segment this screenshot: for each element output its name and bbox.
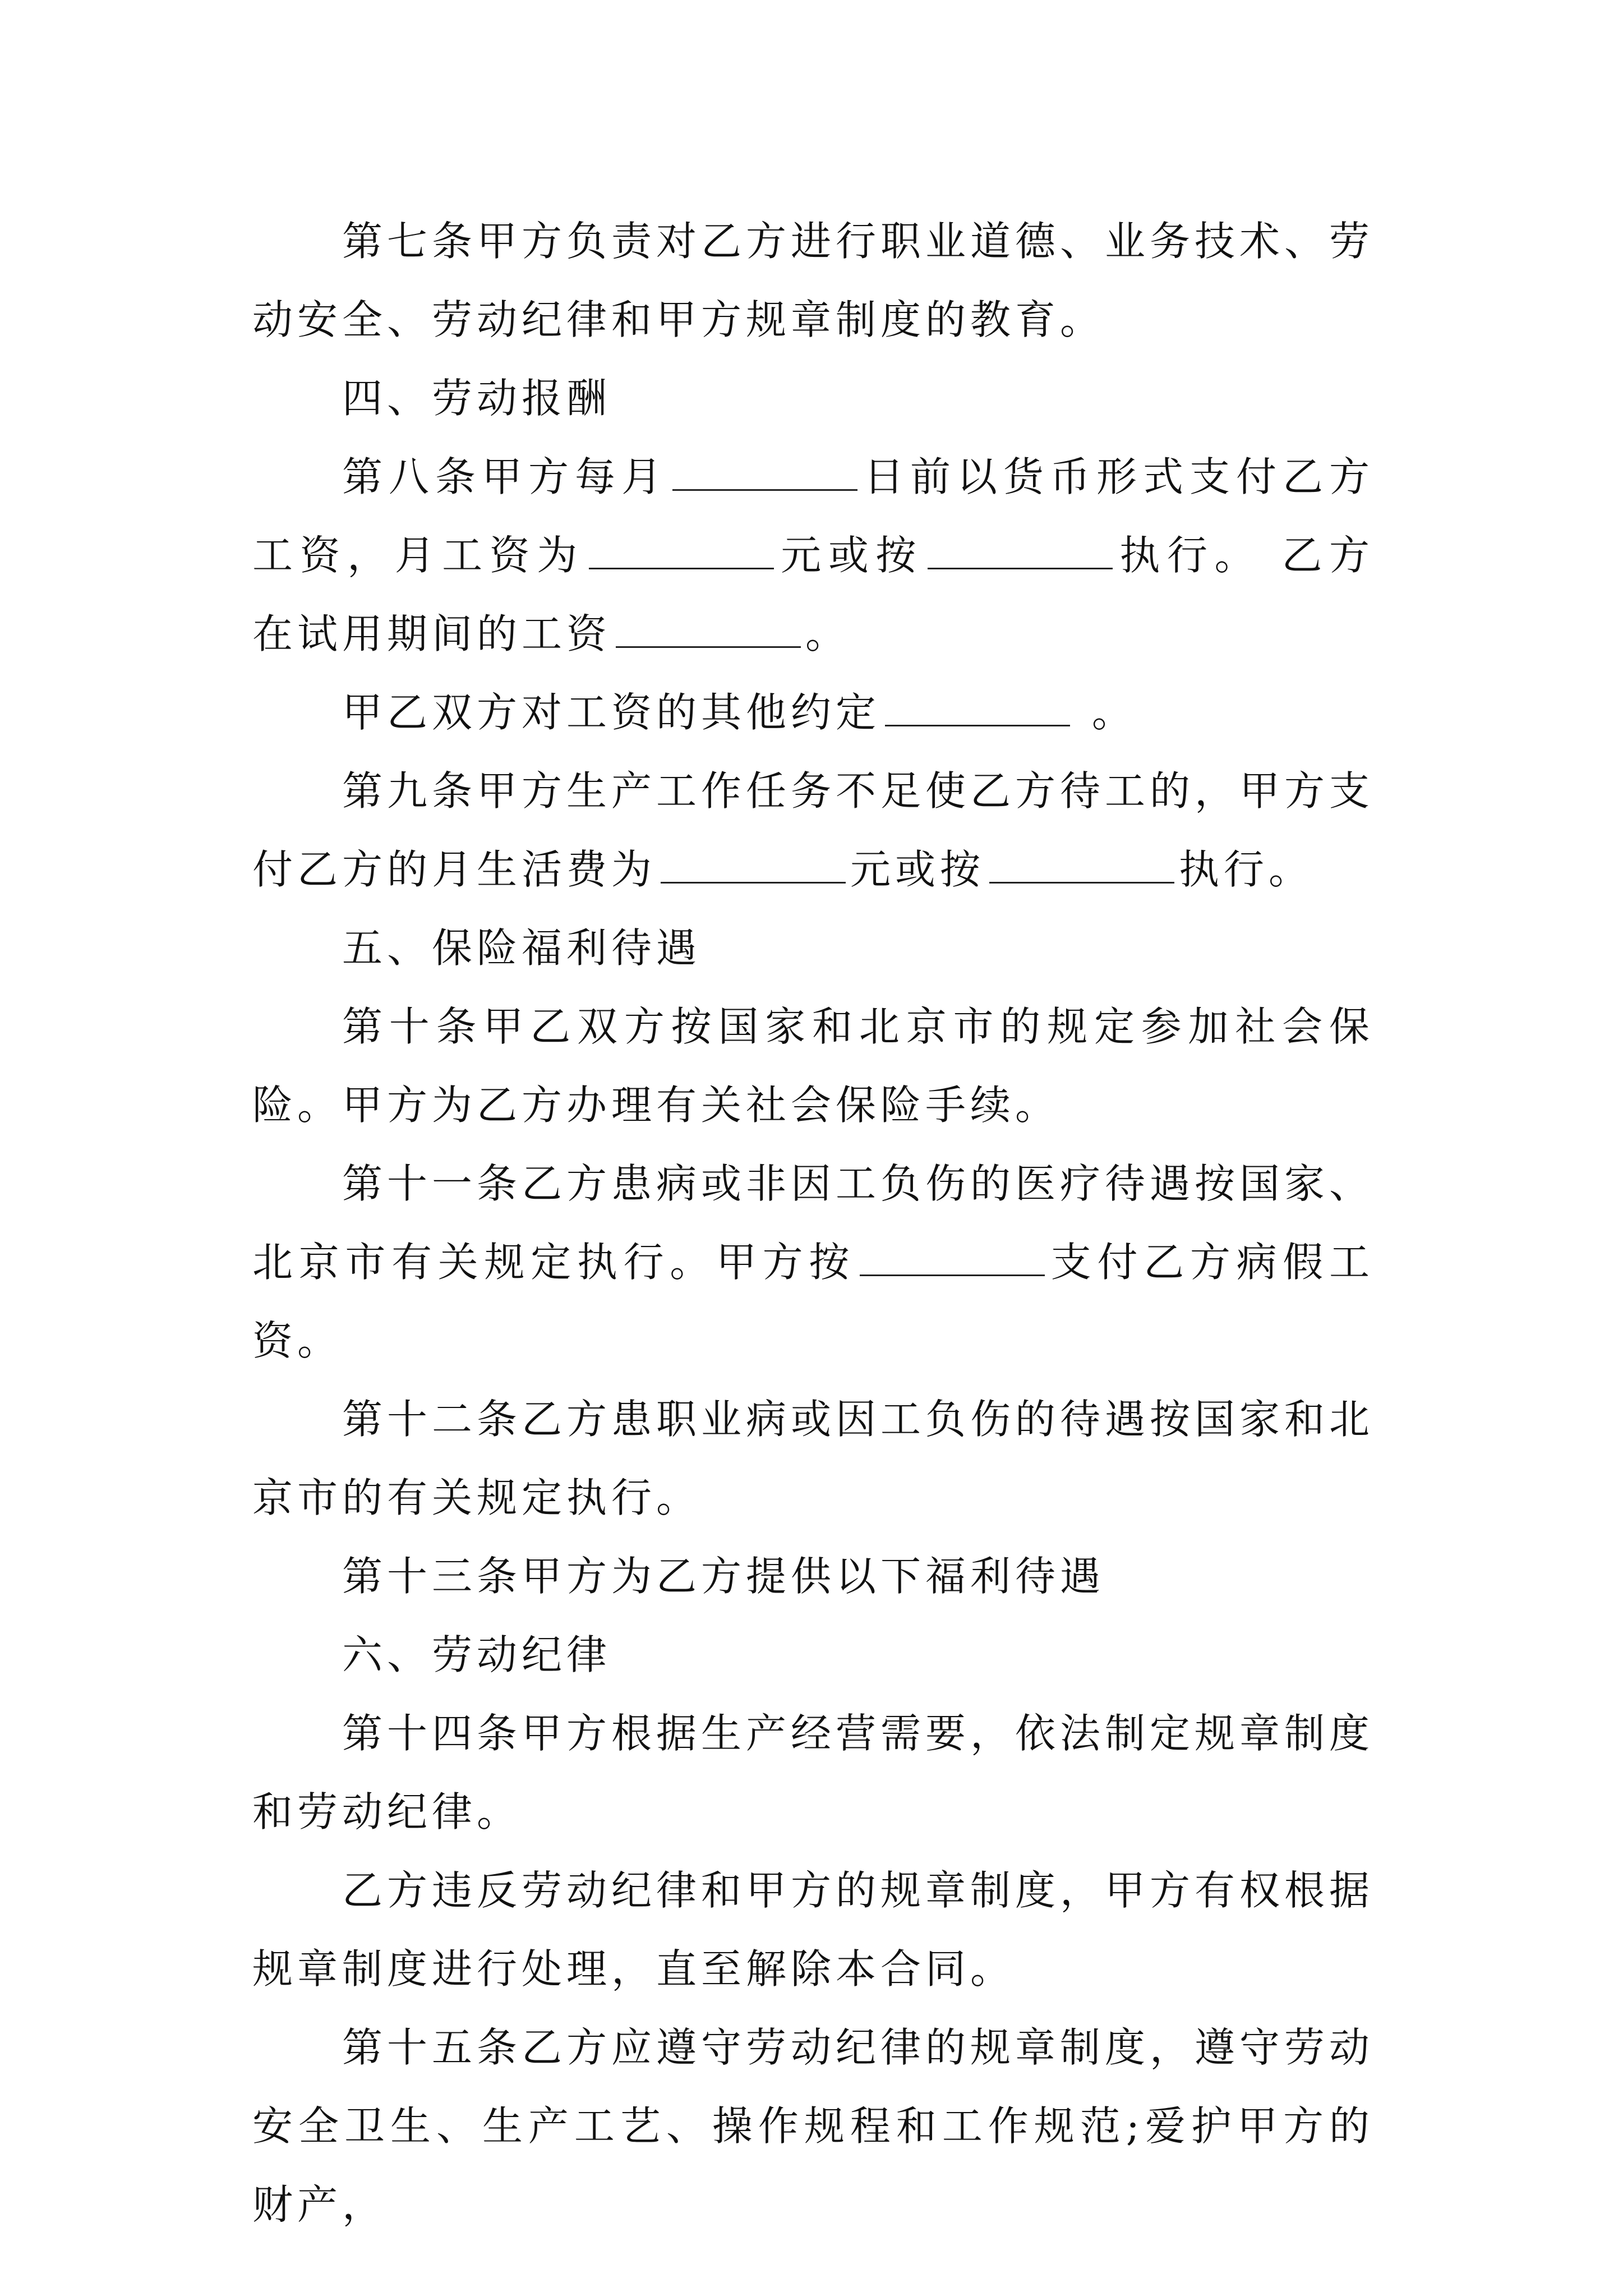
article-8-text: 。 — [805, 610, 851, 657]
article-9 — [252, 752, 1374, 909]
paragraph-text: 执行。 — [1179, 846, 1314, 893]
article-11 — [252, 1144, 1374, 1380]
fill-in-blank — [885, 688, 1070, 726]
paragraph-text: 支付乙方病假工资。 — [252, 1239, 1374, 1364]
fill-in-blank — [860, 1237, 1045, 1276]
article-12: 第十二条乙方患职业病或因工负伤的待遇按国家和北京市的有关规定执行。 — [252, 1396, 1375, 1521]
article-14: 第十四条甲方根据生产经营需要，依法制定规章制度和劳动纪律。 — [252, 1710, 1375, 1835]
article-10: 第十条甲乙双方按国家和北京市的规定参加社会保险。甲方为乙方办理有关社会保险手续。 — [252, 1003, 1374, 1129]
article-8-text: 日前以货币形式支付乙方工资，月工资为 — [252, 453, 1374, 579]
article-8-text: 执行。 乙方在试用期间的工资 — [252, 532, 1374, 657]
article-7: 第七条甲方负责对乙方进行职业道德、业务技术、劳动安全、劳动纪律和甲方规章制度的教育。 — [252, 218, 1375, 343]
section-heading-6: 六、劳动纪律 — [342, 1631, 612, 1678]
section-heading-4: 四、劳动报酬 — [342, 375, 612, 422]
fill-in-blank — [989, 845, 1174, 884]
article-8-text: 元或按 — [778, 532, 923, 579]
paragraph-text: 第九条甲方生产工作任务不足使乙方待工的，甲方支付乙方的月生活费为 — [252, 767, 1375, 893]
article-14-violation: 乙方违反劳动纪律和甲方的规章制度，甲方有权根据规章制度进行处理，直至解除本合同。 — [252, 1867, 1375, 1993]
paragraph-text: 元或按 — [850, 846, 985, 893]
fill-in-blank — [672, 452, 857, 491]
paragraph-text: 。 — [1075, 689, 1137, 736]
fill-in-blank — [589, 531, 774, 569]
paragraph-text: 甲乙双方对工资的其他约定 — [342, 689, 881, 736]
article-8-text: 第八条甲方每月 — [342, 453, 668, 500]
paragraph-text: 第十一条乙方患病或非因工负伤的医疗待遇按国家、北京市有关规定执行。甲方按 — [252, 1160, 1375, 1286]
article-8-other-agreement — [252, 673, 1374, 752]
article-15: 第十五条乙方应遵守劳动纪律的规章制度，遵守劳动安全卫生、生产工艺、操作规程和工作规范;爱护甲方的财产， — [252, 2024, 1375, 2228]
section-heading-5: 五、保险福利待遇 — [342, 924, 702, 972]
fill-in-blank — [661, 845, 846, 884]
article-8 — [252, 438, 1374, 673]
fill-in-blank — [616, 609, 801, 648]
article-13: 第十三条甲方为乙方提供以下福利待遇 — [342, 1553, 1105, 1600]
fill-in-blank — [928, 531, 1113, 569]
document-body — [252, 202, 1374, 2244]
